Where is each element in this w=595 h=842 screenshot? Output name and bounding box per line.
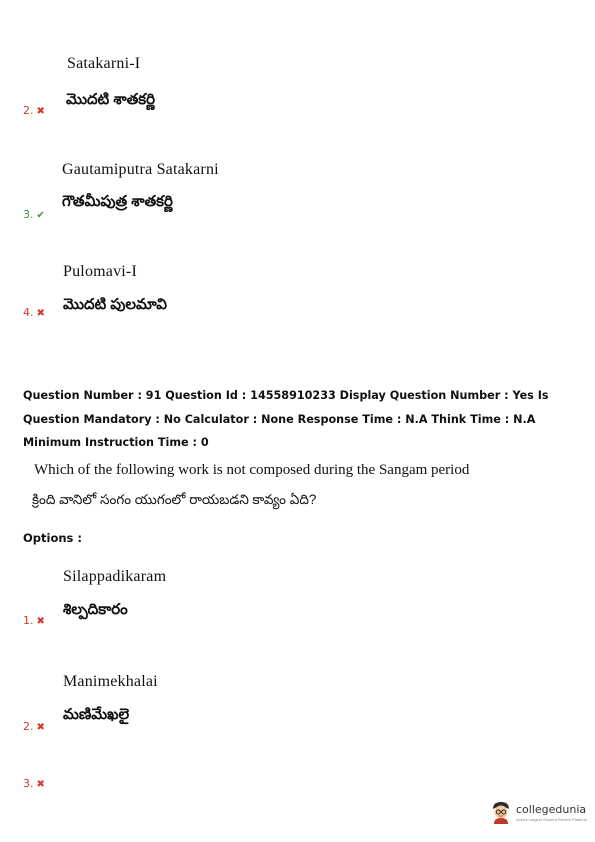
- check-icon: ✔: [36, 210, 45, 221]
- student-avatar-icon: [490, 800, 512, 824]
- option-number-label: 3.: [23, 777, 34, 790]
- option-number-label: 1.: [23, 614, 34, 627]
- logo-name: collegedunia: [516, 802, 587, 816]
- collegedunia-logo: [490, 800, 587, 824]
- cross-icon: ✖: [36, 616, 45, 627]
- option-3-telugu: గౌతమీపుత్ర శాతకర్ణి: [62, 193, 173, 210]
- option-1-number: [23, 614, 45, 627]
- cross-icon: ✖: [36, 106, 45, 117]
- logo-text: [516, 803, 587, 822]
- option-4-telugu: మొదటి పులమావి: [63, 296, 167, 313]
- question-text-telugu: క్రింది వానిలో సంగం యుగంలో రాయబడని కావ్యం ఏది?: [32, 492, 317, 507]
- option-2b-english: Manimekhalai: [63, 673, 158, 690]
- cross-icon: ✖: [36, 308, 45, 319]
- option-number-label: 2.: [23, 720, 34, 733]
- option-3-number: [23, 208, 45, 221]
- cross-icon: ✖: [36, 722, 45, 733]
- option-1-telugu: శిల్పదికారం: [63, 601, 128, 618]
- option-number-label: 2.: [23, 104, 34, 117]
- option-1-english: Silappadikaram: [63, 568, 167, 585]
- question-text-english: Which of the following work is not composed during the Sangam period: [34, 462, 470, 478]
- option-2-telugu: మొదటి శాతకర్ణి: [66, 91, 156, 108]
- option-3b-number: [23, 777, 45, 790]
- option-2-english: Satakarni-I: [67, 55, 141, 72]
- option-3-english: Gautamiputra Satakarni: [62, 161, 219, 178]
- option-number-label: 3.: [23, 208, 34, 221]
- option-2b-telugu: మణిమేఖలై: [63, 706, 130, 723]
- option-2-number: [23, 104, 45, 117]
- option-4-number: [23, 306, 45, 319]
- question-info: Question Number : 91 Question Id : 14558910233 Display Question Number : Yes Is Question Mandatory : No Calculator : None Response Time : N.A Think Time : N.A Minimum Instruction Time : 0: [23, 389, 549, 449]
- logo-tagline: India's Largest Student Review Platform: [516, 816, 588, 822]
- cross-icon: ✖: [36, 779, 45, 790]
- option-2b-number: [23, 720, 45, 733]
- options-label: Options :: [23, 531, 82, 545]
- option-4-english: Pulomavi-I: [63, 263, 137, 280]
- option-number-label: 4.: [23, 306, 34, 319]
